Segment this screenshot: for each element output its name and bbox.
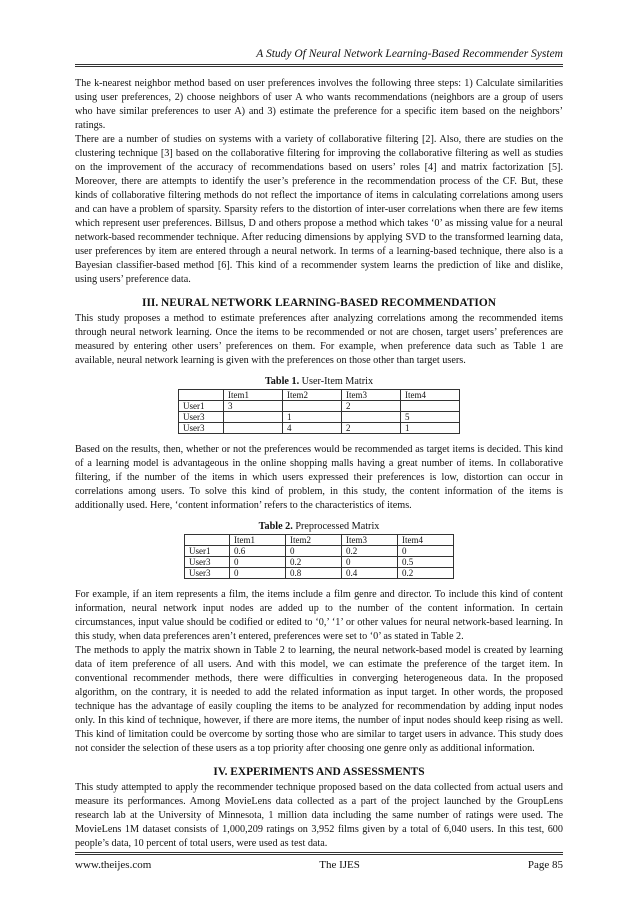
table2-caption-text: Preprocessed Matrix (292, 521, 380, 532)
table-cell: 0 (286, 546, 342, 557)
table-cell: User1 (179, 401, 224, 412)
paragraph: This study proposes a method to estimate preferences after analyzing correlations among the recommended items through neural network learning. Once the items to be recommended or not are chosen, target users’ preferences are measured by entering other users’ preferences on them. For example, when preference data such as Table 1 are available, neural network learning is given with the preferences on those other than target users. (75, 313, 563, 366)
table-cell: User3 (185, 557, 230, 568)
table-row (179, 412, 460, 423)
table-row (185, 546, 454, 557)
table-cell: 0.2 (286, 557, 342, 568)
table2 (184, 534, 454, 579)
table-cell: 0.4 (342, 568, 398, 579)
table-cell: 0 (342, 557, 398, 568)
table1-caption-text: User-Item Matrix (299, 376, 374, 387)
table-cell: 2 (342, 423, 401, 434)
paragraph: This study attempted to apply the recommender technique proposed based on the data collected from actual users and measure its performances. Among MovieLens data collected as a part of the project launched by the GroupLens research lab at the University of Minnesota, 1 million data including the same number of ratings were used. The MovieLens 1M dataset consists of 1,000,209 ratings on 3,952 films given by a total of 6,040 users. In this test, 600 people’s data, 10 percent of total users, were used as test data. (75, 782, 563, 849)
table-header-row (179, 390, 460, 401)
table-cell: 4 (283, 423, 342, 434)
table-cell: Item1 (224, 390, 283, 401)
paragraph: The methods to apply the matrix shown in Table 2 to learning, the neural network-based model is created by learning data of item preference of all users. And with this model, we can estimate the preference of the target item. In conventional recommender methods, there were difficulties in converging heterogeneous data. In the proposed algorithm, on the contrary, it is needed to add the related information as input target. In other words, the proposed technique has the advantage of easily coupling the items to be analyzed for recommendation by adding input nodes only. In this kind of technique, however, if there are more items, the number of input nodes should keep rising as well. This kind of limitation could be overcome by sorting those who are similar to target users in advance. This study does not consider the selection of these users as a top priority after choosing one genre only as additional information. (75, 645, 563, 754)
table2-caption-label: Table 2. (258, 521, 293, 532)
section-heading: IV. EXPERIMENTS AND ASSESSMENTS (213, 766, 425, 778)
table-cell: User3 (185, 568, 230, 579)
table-cell: Item3 (342, 535, 398, 546)
table-cell (224, 412, 283, 423)
table1-caption (75, 376, 563, 387)
table2-caption (75, 521, 563, 532)
paragraph: Based on the results, then, whether or not the preferences would be recommended as target items is decided. This kind of a learning model is advantageous in the online shopping malls having a great number of items. In collaborative filtering, if the number of the items in which users expressed their preferences is low, distortion can occur in correlations among users. To solve this kind of problem, in this study, the content information of the items is additionally used. Here, ‘content information’ refers to the characteristics of items. (75, 444, 563, 511)
table-cell: Item3 (342, 390, 401, 401)
running-header: A Study Of Neural Network Learning-Based Recommender System (75, 48, 563, 67)
table-cell: Item4 (401, 390, 460, 401)
table-row (185, 557, 454, 568)
table-cell (224, 423, 283, 434)
table-row (179, 423, 460, 434)
table-cell (342, 412, 401, 423)
footer-website: www.theijes.com (75, 859, 152, 871)
table-cell: 1 (401, 423, 460, 434)
table-row (185, 568, 454, 579)
footer-page-number: Page 85 (527, 859, 563, 871)
paper-page (75, 48, 563, 851)
paragraph: There are a number of studies on systems with a variety of collaborative filtering [2]. Also, there are studies on the clustering technique [3] based on the collaborative filtering for improving the collaborative filtering as well as studies on the improvement of the accuracy of recommendations based on users’ roles [4] and matrix factorization [5]. Moreover, there are attempts to identify the user’s preference in the recommendation process of the CF. But, these kinds of collaborative filtering methods do not reflect the importance of items in calculating correlations among users and can have a problem of sparsity. Sparsity refers to the distortion of inter-user correlations when there are few items which represent user preferences. Billsus, D and others propose a method which takes ‘0’ as missing value for a neural network-based recommender technique. After reducing dimensions by applying SVD to the transformed learning data, user preferences by item are entered through a neural network. In terms of a learning-based technique, there also is a Bayesian classifier-based method [6]. This kind of a recommender system learns the prediction of like and dislike, using users’ preference data. (75, 134, 563, 285)
table-cell: Item2 (283, 390, 342, 401)
table-cell: User3 (179, 412, 224, 423)
table-cell: 2 (342, 401, 401, 412)
table1-caption-label: Table 1. (264, 376, 300, 387)
table-cell: 0.2 (342, 546, 398, 557)
paragraph: The k-nearest neighbor method based on user preferences involves the following three steps: 1) Calculate similarities using user preferences, 2) choose neighbors of user A who wants recommendations (neighbors are a group of users who have similar preferences to user A) and 3) estimate the preference for a specific item based on the neighbors’ ratings. (75, 78, 563, 131)
table-cell: 0.5 (398, 557, 454, 568)
table-cell: 0 (230, 557, 286, 568)
table-cell: 1 (283, 412, 342, 423)
table-cell: 0.6 (230, 546, 286, 557)
table-cell: 5 (401, 412, 460, 423)
page-footer (75, 852, 563, 871)
table-cell: 0.8 (286, 568, 342, 579)
table-cell: User3 (179, 423, 224, 434)
table-cell: 0.2 (398, 568, 454, 579)
table-cell: User1 (185, 546, 230, 557)
table-cell: 0 (230, 568, 286, 579)
table1 (178, 389, 460, 434)
table-cell (179, 390, 224, 401)
table-cell (185, 535, 230, 546)
table-cell (401, 401, 460, 412)
table-cell: Item1 (230, 535, 286, 546)
table-cell (283, 401, 342, 412)
table-cell: 3 (224, 401, 283, 412)
table-cell: Item4 (398, 535, 454, 546)
table-cell: Item2 (286, 535, 342, 546)
table-row (179, 401, 460, 412)
footer-journal: The IJES (319, 859, 360, 871)
section-heading: III. NEURAL NETWORK LEARNING-BASED RECOMMENDATION (142, 297, 496, 309)
table-header-row (185, 535, 454, 546)
table-cell: 0 (398, 546, 454, 557)
paragraph: For example, if an item represents a film, the items include a film genre and director. To include this kind of content information, neural network input nodes are added up to the number of the content information. In certain circumstances, input value should be codified or edited to ‘0,’ ‘1’ or other values for neural network-based learning. In this study, when data preferences aren’t entered, preferences were set to ‘0’ as stated in Table 2. (75, 589, 563, 642)
